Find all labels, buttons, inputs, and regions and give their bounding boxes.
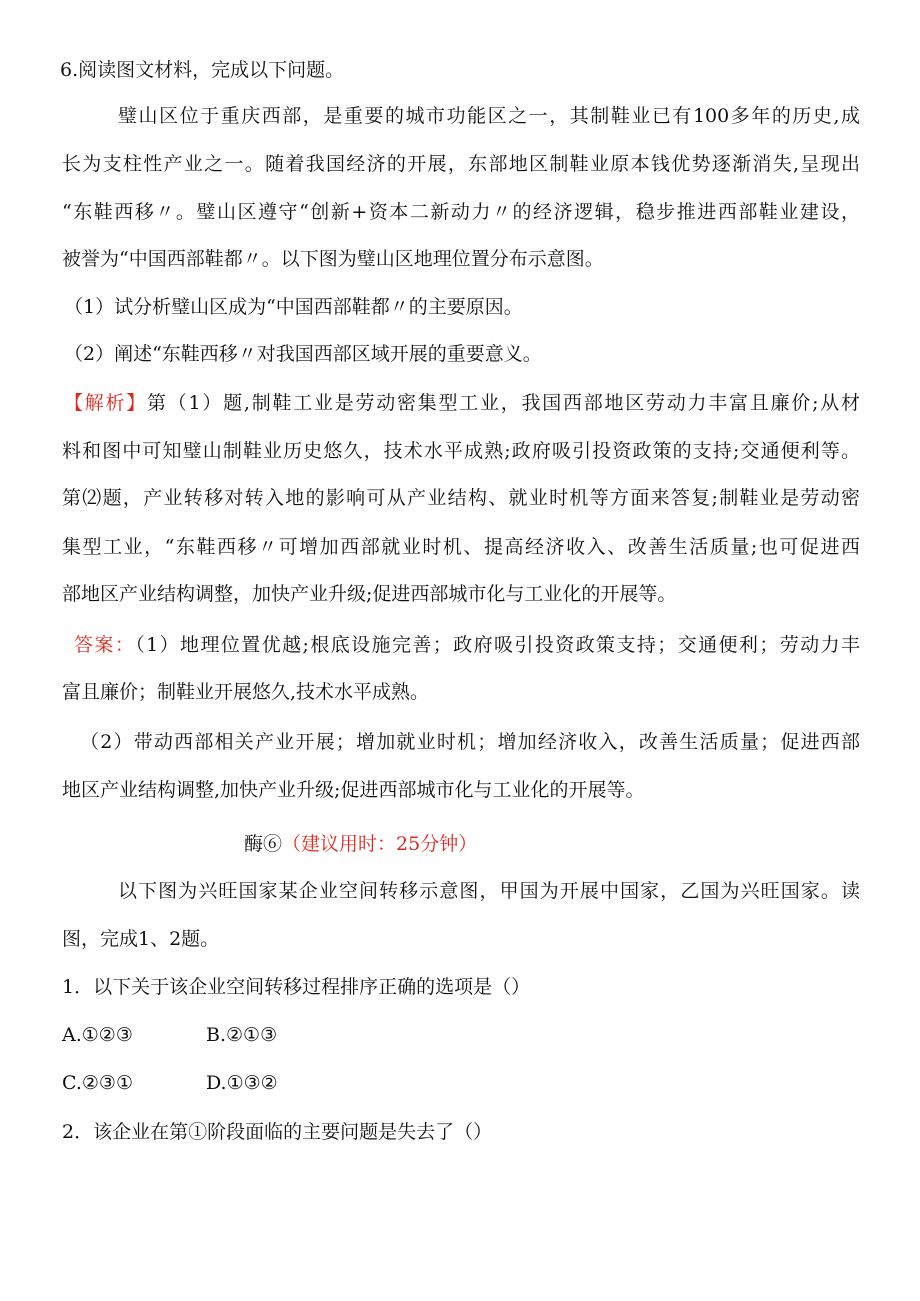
intro-line-2: 图，完成1、2题。 — [62, 928, 220, 950]
analysis-line-4: 集型工业，“东鞋西移〃可增加西部就业时机、提高经济收入、改善生活质量;也可促进西 — [62, 536, 860, 558]
section-prefix: 酶⑥ — [244, 833, 283, 855]
answer-part-2-line-1: （2）带动西部相关产业开展；增加就业时机；增加经济收入，改善生活质量；促进西部 — [80, 731, 860, 753]
option-a[interactable]: A.①②③ — [62, 1024, 133, 1046]
question-1-options-row-2 — [62, 1070, 462, 1096]
question-1-stem: 1．以下关于该企业空间转移过程排序正确的选项是（） — [62, 976, 531, 998]
analysis-line-3: 第⑵题，产业转移对转入地的影响可从产业结构、就业时机等方面来答复;制鞋业是劳动密 — [62, 487, 860, 509]
sub-question-2: （2）阐述“东鞋西移〃对我国西部区域开展的重要意义。 — [64, 343, 542, 365]
answer-first-line — [74, 632, 860, 658]
section-heading — [244, 831, 684, 857]
material-line-2: 长为支柱性产业之一。随着我国经济的开展，东部地区制鞋业原本钱优势逐渐消失,呈现出 — [62, 153, 860, 175]
analysis-text: 第（1）题,制鞋工业是劳动密集型工业，我国西部地区劳动力丰富且廉价;从材 — [147, 392, 860, 414]
answer-part-2-line-2: 地区产业结构调整,加快产业升级;促进西部城市化与工业化的开展等。 — [62, 779, 645, 801]
option-d[interactable]: D.①③② — [206, 1072, 278, 1094]
question-1-options-row-1 — [62, 1022, 462, 1048]
option-b[interactable]: B.②①③ — [206, 1024, 278, 1046]
material-line-3: “东鞋西移〃。璧山区遵守“创新+资本二新动力〃的经济逻辑，稳步推进西部鞋业建设， — [62, 201, 860, 223]
analysis-first-line — [64, 390, 860, 416]
answer-part-1: （1）地理位置优越;根底设施完善；政府吸引投资政策支持；交通便利；劳动力丰 — [135, 634, 860, 656]
analysis-line-5: 部地区产业结构调整，加快产业升级;促进西部城市化与工业化的开展等。 — [62, 583, 677, 605]
question-6-title: 6.阅读图文材料，完成以下问题。 — [60, 59, 345, 81]
analysis-tag: 【解析】 — [64, 392, 148, 414]
material-line-1: 璧山区位于重庆西部，是重要的城市功能区之一，其制鞋业已有100多年的历史,成 — [118, 105, 860, 127]
sub-question-1: （1）试分析璧山区成为“中国西部鞋都〃的主要原因。 — [64, 296, 523, 318]
material-line-4: 被誉为“中国西部鞋都〃。以下图为璧山区地理位置分布示意图。 — [62, 248, 604, 270]
answer-part-1-line-2: 富且廉价；制鞋业开展悠久,技术水平成熟。 — [62, 681, 430, 703]
section-time-note: （建议用时：25分钟） — [282, 833, 478, 855]
answer-label: 答案： — [74, 634, 136, 656]
intro-line-1: 以下图为兴旺国家某企业空间转移示意图，甲国为开展中国家，乙国为兴旺国家。读 — [118, 880, 860, 902]
option-c[interactable]: C.②③① — [62, 1072, 133, 1094]
analysis-line-2: 料和图中可知璧山制鞋业历史悠久，技术水平成熟;政府吸引投资政策的支持;交通便利等。 — [62, 440, 860, 462]
question-2-stem: 2．该企业在第①阶段面临的主要问题是失去了（） — [62, 1121, 493, 1143]
